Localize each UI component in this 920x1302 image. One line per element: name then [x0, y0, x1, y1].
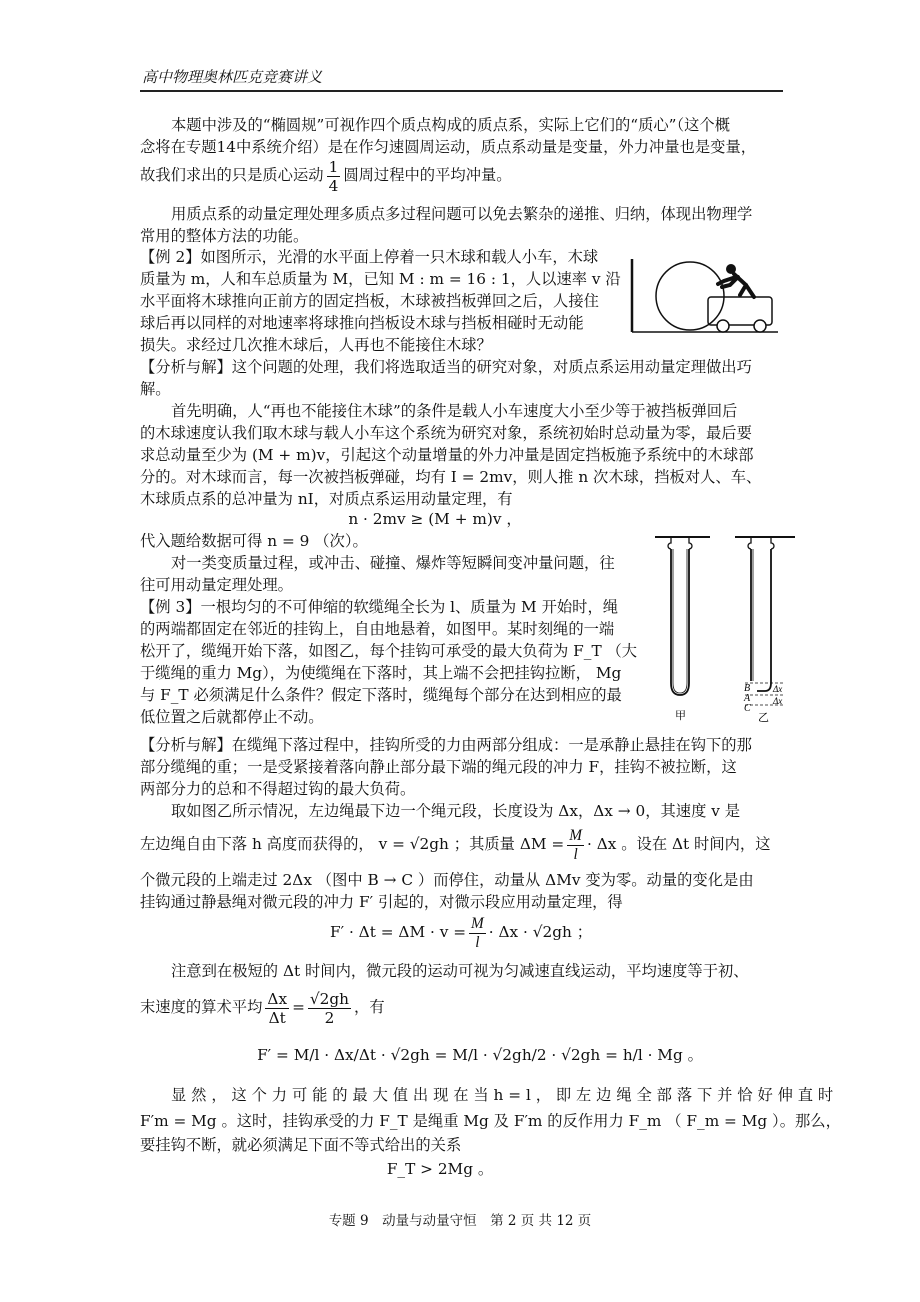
rope-hook-figure [655, 533, 795, 723]
analysis3-line9: 末速度的算术平均 $\frac{\Delta x}{\Delta t}$ = $\frac{√2gh}{2}$ ，有 [140, 989, 385, 1027]
analysis3-line7: 挂钩通过静悬绳对微元段的冲力 F′ 引起的，对微示段应用动量定理，得 [140, 893, 623, 911]
p1-line3a: 故我们求出的只是质心运动 [140, 166, 324, 184]
p1-line3 [140, 157, 790, 195]
cart-wheel [754, 320, 766, 332]
label-B: B [744, 683, 751, 694]
analysis2-line6: 分的。对木球而言，每一次被挡板弹碰，均有 I = 2mv，则人推 n 次木球，挡板对人、车、 [140, 468, 762, 486]
analysis2-line9: 对一类变质量过程，或冲击、碰撞、爆炸等短瞬间变冲量问题，往 [171, 554, 615, 572]
label-dx2: Δx [773, 696, 783, 706]
analysis3-line8: 注意到在极短的 Δt 时间内，微元段的运动可视为匀减速直线运动，平均速度等于初、 [171, 962, 749, 980]
header-title: 高中物理奥林匹克竞赛讲义 [142, 68, 323, 86]
example2-line2: 质量为 m，人和车总质量为 M，已知 M : m = 16 : 1，人以速率 v 沿 [140, 270, 621, 288]
equation-3: F′ = M/l · Δx/Δt · √2gh = M/l · √2gh/2 · √2gh = h/l · Mg 。 [257, 1046, 703, 1064]
example3-line2: 的两端都固定在邻近的挂钩上，自由地悬着，如图甲。某时刻绳的一端 [140, 620, 615, 638]
page-header [140, 66, 783, 92]
p1-line2: 念将在专题14中系统介绍）是在作匀速圆周运动，质点系动量是变量，外力冲量也是变量， [140, 138, 757, 156]
example3-line3: 松开了，缆绳开始下落，如图乙，每个挂钩可承受的最大负荷为 F_T （大 [140, 642, 638, 660]
analysis3-line11: F′m = Mg 。这时，挂钩承受的力 F_T 是绳重 Mg 及 F′m 的反作用力 F_m （ F_m = Mg ）。那么， [140, 1112, 841, 1130]
label-dx1: Δx [773, 684, 783, 694]
analysis3-line6: 个微元段的上端走过 2Δx （图中 B → C ）而停住，动量从 ΔMv 变为零。动量的变化是由 [140, 871, 754, 889]
analysis2-line3: 首先明确，人“再也不能接住木球”的条件是载人小车速度大小至少等于被挡板弹回后 [171, 402, 738, 420]
analysis2-line7: 木球质点系的总冲量为 nI，对质点系运用动量定理，有 [140, 490, 513, 508]
rope-yi-right [757, 549, 771, 691]
example3-line5: 与 F_T 必须满足什么条件？假定下落时，缆绳每个部分在达到相应的最 [140, 686, 622, 704]
analysis2-line2: 解。 [140, 380, 171, 398]
example3-line6: 低位置之后就都停止不动。 [140, 708, 324, 726]
label-jia: 甲 [675, 709, 686, 722]
analysis2-line8: 代入题给数据可得 n = 9 （次）。 [140, 532, 368, 550]
analysis2-line10: 往可用动量定理处理。 [140, 576, 293, 594]
example3-line1: 【例 3】一根均匀的不可伸缩的软缆绳全长为 l、质量为 M 开始时，绳 [140, 598, 619, 616]
analysis3-line10: 显 然 ， 这 个 力 可 能 的 最 大 值 出 现 在 当 h = l ， 即 左 边 绳 全 部 落 下 并 恰 好 伸 直 时 [171, 1086, 834, 1104]
equation-4: F_T > 2Mg 。 [386, 1160, 494, 1178]
analysis2-line1: 【分析与解】这个问题的处理，我们将选取适当的研究对象，对质点系运用动量定理做出巧 [140, 358, 752, 376]
page-footer: 专题 9 动量与动量守恒 第 2 页 共 12 页 [328, 1213, 592, 1229]
equation-2: F′ · Δt = ΔM · v = $\frac{M}{l}$ · Δx · √2gh ； [330, 914, 593, 951]
example2-line1: 【例 2】如图所示，光滑的水平面上停着一只木球和载人小车，木球 [140, 248, 599, 266]
mass-fraction: $\frac{M}{l}$ [569, 826, 582, 863]
p1-line1: 本题中涉及的“椭圆规”可视作四个质点构成的质点系，实际上它们的“质心”（这个概 [171, 116, 731, 134]
analysis3-line5: 左边绳自由下落 h 高度而获得的， v = √2gh ；其质量 ΔM = $\frac{M}{l}$ · Δx 。设在 Δt 时间内，这 [140, 826, 771, 863]
label-yi: 乙 [758, 711, 769, 723]
analysis3-line12: 要挂钩不断，就必须满足下面不等式给出的关系 [140, 1136, 462, 1154]
ball-cart-figure [630, 259, 780, 337]
analysis2-line5: 求总动量至少为 (M + m)v，引起这个动量增量的外力冲量是固定挡板施予系统中的木球部 [140, 446, 754, 464]
analysis3-line1: 【分析与解】在缆绳下落过程中，挂钩所受的力由两部分组成：一是承静止悬挂在钩下的那 [140, 736, 752, 754]
p2-line2: 常用的整体方法的功能。 [140, 227, 309, 245]
example2-line4: 球后再以同样的对地速率将球推向挡板设木球与挡板相碰时无动能 [140, 314, 584, 332]
example2-line5: 损失。求经过几次推木球后，人再也不能接住木球？ [140, 336, 492, 354]
example2-line3: 水平面将木球推向正前方的固定挡板，木球被挡板弹回之后，人接住 [140, 292, 599, 310]
wooden-ball [656, 262, 724, 330]
example3-line4: 于缆绳的重力 Mg），为使缆绳在下落时，其上端不会把挂钩拉断， Mg [140, 664, 622, 682]
p2-line1: 用质点系的动量定理处理多质点多过程问题可以免去繁杂的递推、归纳，体现出物理学 [171, 205, 753, 223]
quarter-fraction: $\frac{1}{4}$ [328, 157, 339, 195]
analysis3-line2: 部分缆绳的重；一是受紧接着落向静止部分最下端的绳元段的冲力 F，挂钩不被拉断，这 [140, 758, 737, 776]
equation-1: n · 2mv ≥ (M + m)v ， [348, 510, 522, 528]
analysis3-line3: 两部分力的总和不得超过钩的最大负荷。 [140, 780, 416, 798]
p1-line3b: 圆周过程中的平均冲量。 [343, 166, 512, 184]
rope-jia [671, 549, 689, 695]
label-C: C [744, 703, 751, 714]
cart-wheel [717, 320, 729, 332]
analysis3-line4: 取如图乙所示情况，左边绳最下边一个绳元段，长度设为 Δx，Δx → 0，其速度 v 是 [171, 802, 741, 820]
label-A: A [744, 693, 751, 704]
analysis2-line4: 的木球速度认我们取木球与载人小车这个系统为研究对象，系统初始时总动量为零，最后要 [140, 424, 752, 442]
